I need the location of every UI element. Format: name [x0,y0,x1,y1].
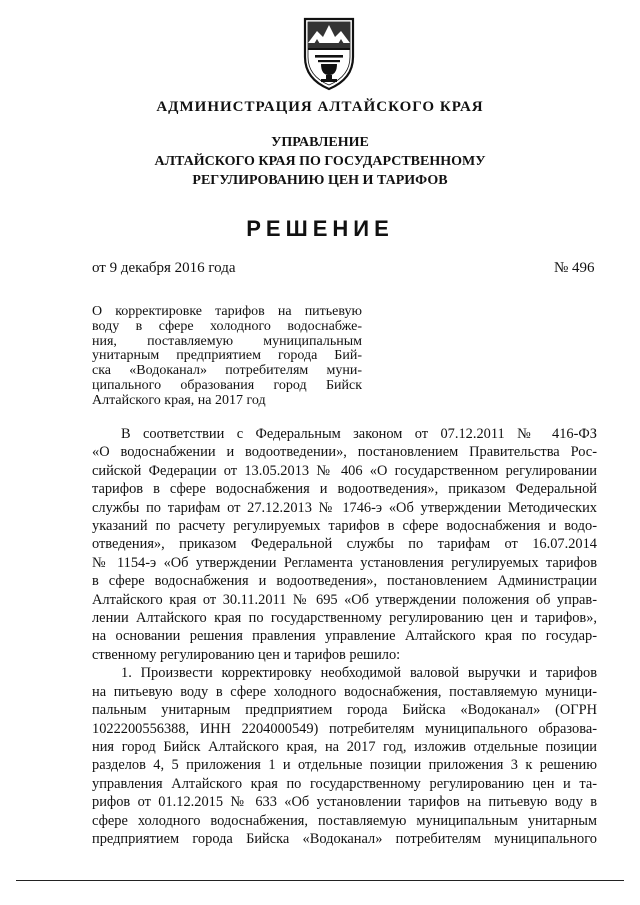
subject-line: ципального образования город Бийск [92,377,362,393]
body-line: пальным унитарным предприятием города Бийска «Водоканал» (ОГРН [92,702,597,719]
body-line: управления Алтайского края по государственному регулированию цен и та- [92,775,597,792]
body-line: ственному регулированию цен и тарифов решило: [92,646,401,663]
bottom-rule [16,880,624,881]
body-line: предприятием города Бийска «Водоканал» потребителям муниципального [92,830,597,847]
department-title [0,133,640,190]
body-line: указаний по расчету регулируемых тарифов в сфере водоснабжения и водо- [92,518,597,535]
decision-number: № 496 [554,260,595,276]
department-line: АЛТАЙСКОГО КРАЯ ПО ГОСУДАРСТВЕННОМУ [154,154,486,169]
decision-subject [92,305,362,409]
body-line: В соответствии с Федеральным законом от 07.12.2011 № 416-ФЗ [121,426,597,442]
body-line: разделов 4, 5 приложения 1 и отдельные позиции приложения 3 к решению [92,757,597,774]
subject-line: унитарным предприятием города Бий- [92,348,362,364]
body-line: сийской Федерации от 13.05.2013 № 406 «О государственном регулировании [92,462,597,479]
body-line: на основании решения правления управление Алтайского края по государ- [92,628,597,645]
body-line: Алтайского края от 30.11.2011 № 695 «Об утверждении положения об управ- [92,591,597,608]
body-line: в сфере водоснабжения и водоотведения», постановлением Администрации [92,573,597,590]
decision-date: от 9 декабря 2016 года [92,260,236,276]
body-line: рифов от 01.12.2015 № 633 «Об установлении тарифов на питьевую воду в [92,794,597,811]
body-line: лении Алтайского края по государственному регулированию цен и тарифов», [92,610,597,627]
coat-of-arms-emblem [301,17,357,91]
body-line: «О водоснабжении и водоотведении», постановлением Правительства Рос- [92,444,597,461]
decision-body [92,425,597,848]
body-line: сфере холодного водоснабжения, поставляемую муниципальным унитарным [92,812,597,829]
body-line: 1. Произвести корректировку необходимой валовой выручки и тарифов [121,665,597,682]
subject-line: воду в сфере холодного водоснабже- [92,318,362,334]
body-line: тарифов в сфере водоснабжения и водоотведения», приказом Федеральной [92,481,597,498]
organization-title: АДМИНИСТРАЦИЯ АЛТАЙСКОГО КРАЯ [156,99,484,115]
body-line: 1022200556388, ИНН 2204000549) потребителям муниципального образова- [92,720,597,737]
body-line: № 1154-э «Об утверждении Регламента установления регулируемых тарифов [92,554,597,571]
subject-line: Алтайского края, на 2017 год [92,392,266,408]
body-line: на питьевую воду в сфере холодного водоснабжения, поставляемую муници- [92,683,597,700]
subject-line: ния, поставляемую муниципальным [92,333,362,349]
department-line: УПРАВЛЕНИЕ [271,135,369,150]
body-line: ния город Бийск Алтайского края, на 2017 год, изложив отдельные позиции [92,738,597,755]
department-line: РЕГУЛИРОВАНИЮ ЦЕН И ТАРИФОВ [192,173,448,188]
body-line: службы по тарифам от 27.12.2013 № 1746-э «Об утверждении Методических [92,499,597,516]
body-line: отведения», приказом Федеральной службы по тарифам от 16.07.2014 [92,536,597,553]
subject-line: ска «Водоканал» потребителям муни- [92,363,362,379]
subject-line: О корректировке тарифов на питьевую [92,304,362,319]
document-type-heading: РЕШЕНИЕ [246,216,394,241]
